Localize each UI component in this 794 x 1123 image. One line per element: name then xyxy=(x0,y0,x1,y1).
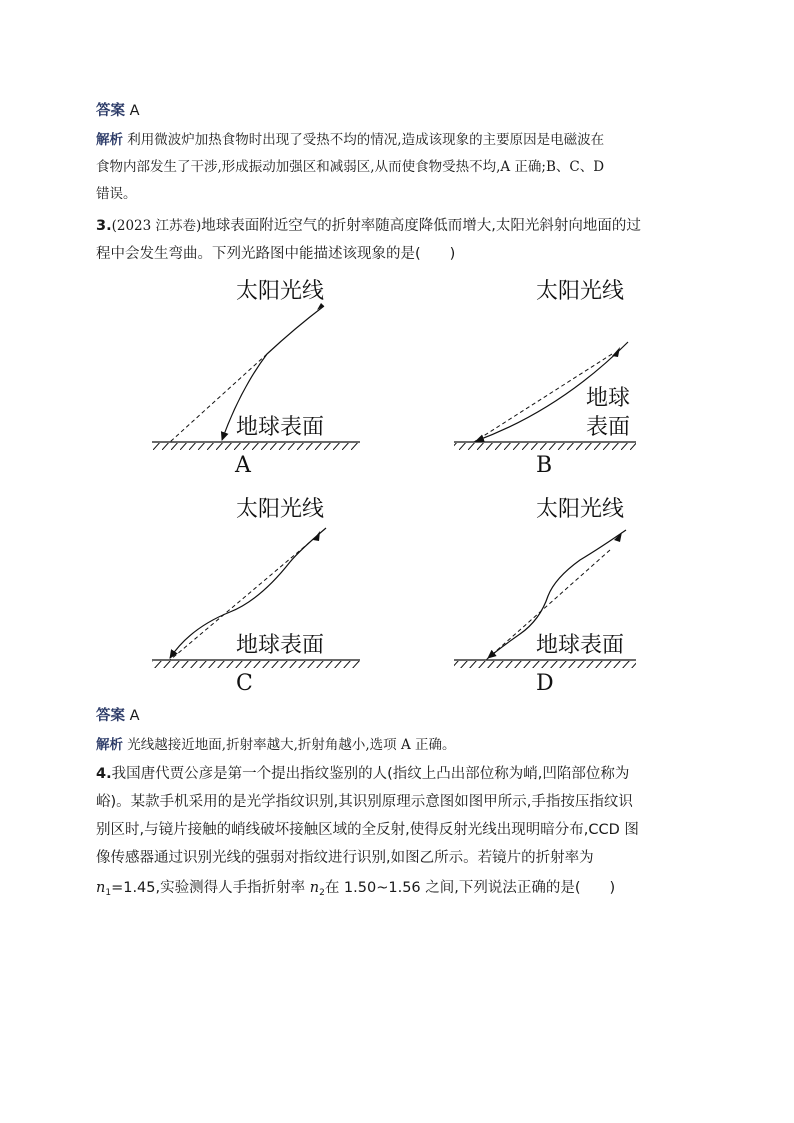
figure-b-ground-label-1: 地球 xyxy=(586,386,631,411)
q3-stem-text1: 地球表面附近空气的折射率随高度降低而增大,太阳光斜射向地面的过 xyxy=(201,218,641,234)
q4-n1: n xyxy=(96,880,106,896)
q3-answer-value: A xyxy=(129,708,140,724)
q3-number: 3. xyxy=(96,218,112,234)
figure-d-sun-label: 太阳光线 xyxy=(536,497,625,522)
q4-line5-mid: =1.45,实验测得人手指折射率 xyxy=(111,880,310,896)
figure-a-ground-hatch xyxy=(152,443,360,450)
q4-line2: 峪)。某款手机采用的是光学指纹识别,其识别原理示意图如图甲所示,手指按压指纹识 xyxy=(96,794,633,810)
q2-explain-label: 解析 xyxy=(96,132,123,148)
q4-line5-end: 在 1.50~1.56 之间,下列说法正确的是( ) xyxy=(324,880,616,896)
figure-b-letter: B xyxy=(536,453,553,478)
figure-c-ground-hatch xyxy=(152,661,360,668)
q4-line4: 像传感器通过识别光线的强弱对指纹进行识别,如图乙所示。若镜片的折射率为 xyxy=(96,850,594,866)
figure-b xyxy=(454,279,636,478)
figure-a-ground-label: 地球表面 xyxy=(236,415,325,440)
figure-a-letter: A xyxy=(235,453,251,478)
figure-a xyxy=(152,279,360,478)
q3-stem-line2: 程中会发生弯曲。下列光路图中能描述该现象的是( ) xyxy=(96,246,456,262)
figure-c xyxy=(152,497,360,696)
q3-explain-text: 光线越接近地面,折射率越大,折射角越小,选项 A 正确。 xyxy=(127,737,456,753)
figure-b-ground-hatch xyxy=(454,443,636,450)
figure-b-sun-label: 太阳光线 xyxy=(536,279,625,304)
q3-explain-label: 解析 xyxy=(96,737,123,753)
q4-line3: 别区时,与镜片接触的峭线破坏接触区域的全反射,使得反射光线出现明暗分布,CCD 图 xyxy=(96,822,639,838)
q2-explain-text1: 利用微波炉加热食物时出现了受热不均的情况,造成该现象的主要原因是电磁波在 xyxy=(127,132,605,148)
q3-source: (2023 江苏卷) xyxy=(111,218,202,234)
q4-n2-sub: 2 xyxy=(319,888,325,898)
figure-d-ground-label: 地球表面 xyxy=(536,633,625,658)
q4-n1-sub: 1 xyxy=(105,888,112,898)
figure-c-letter: C xyxy=(236,671,253,696)
q4-line5 xyxy=(96,878,615,903)
figure-b-ground-label-2: 表面 xyxy=(586,415,631,440)
q4-text1: 我国唐代贾公彦是第一个提出指纹鉴别的人(指纹上凸出部位称为峭,凹陷部位称为 xyxy=(111,766,630,782)
figure-c-ground-label: 地球表面 xyxy=(236,633,325,658)
figure-d-letter: D xyxy=(536,671,554,696)
q2-answer-value: A xyxy=(129,103,140,119)
q3-answer xyxy=(96,706,140,726)
q3-explain xyxy=(96,735,456,755)
q2-explain-line2: 食物内部发生了干涉,形成振动加强区和减弱区,从而使食物受热不均,A 正确;B、C、D xyxy=(96,159,605,175)
q2-answer-label: 答案 xyxy=(96,103,125,119)
figure-d xyxy=(454,497,636,696)
figure-a-sun-label: 太阳光线 xyxy=(236,279,325,304)
q4-number: 4. xyxy=(96,766,112,782)
q4-line1 xyxy=(96,764,629,784)
figure-c-sun-label: 太阳光线 xyxy=(236,497,325,522)
q3-answer-label: 答案 xyxy=(96,708,125,724)
q2-explain-line3: 错误。 xyxy=(96,186,137,202)
q4-n2: n xyxy=(309,880,320,896)
figure-d-ground-hatch xyxy=(454,661,636,668)
